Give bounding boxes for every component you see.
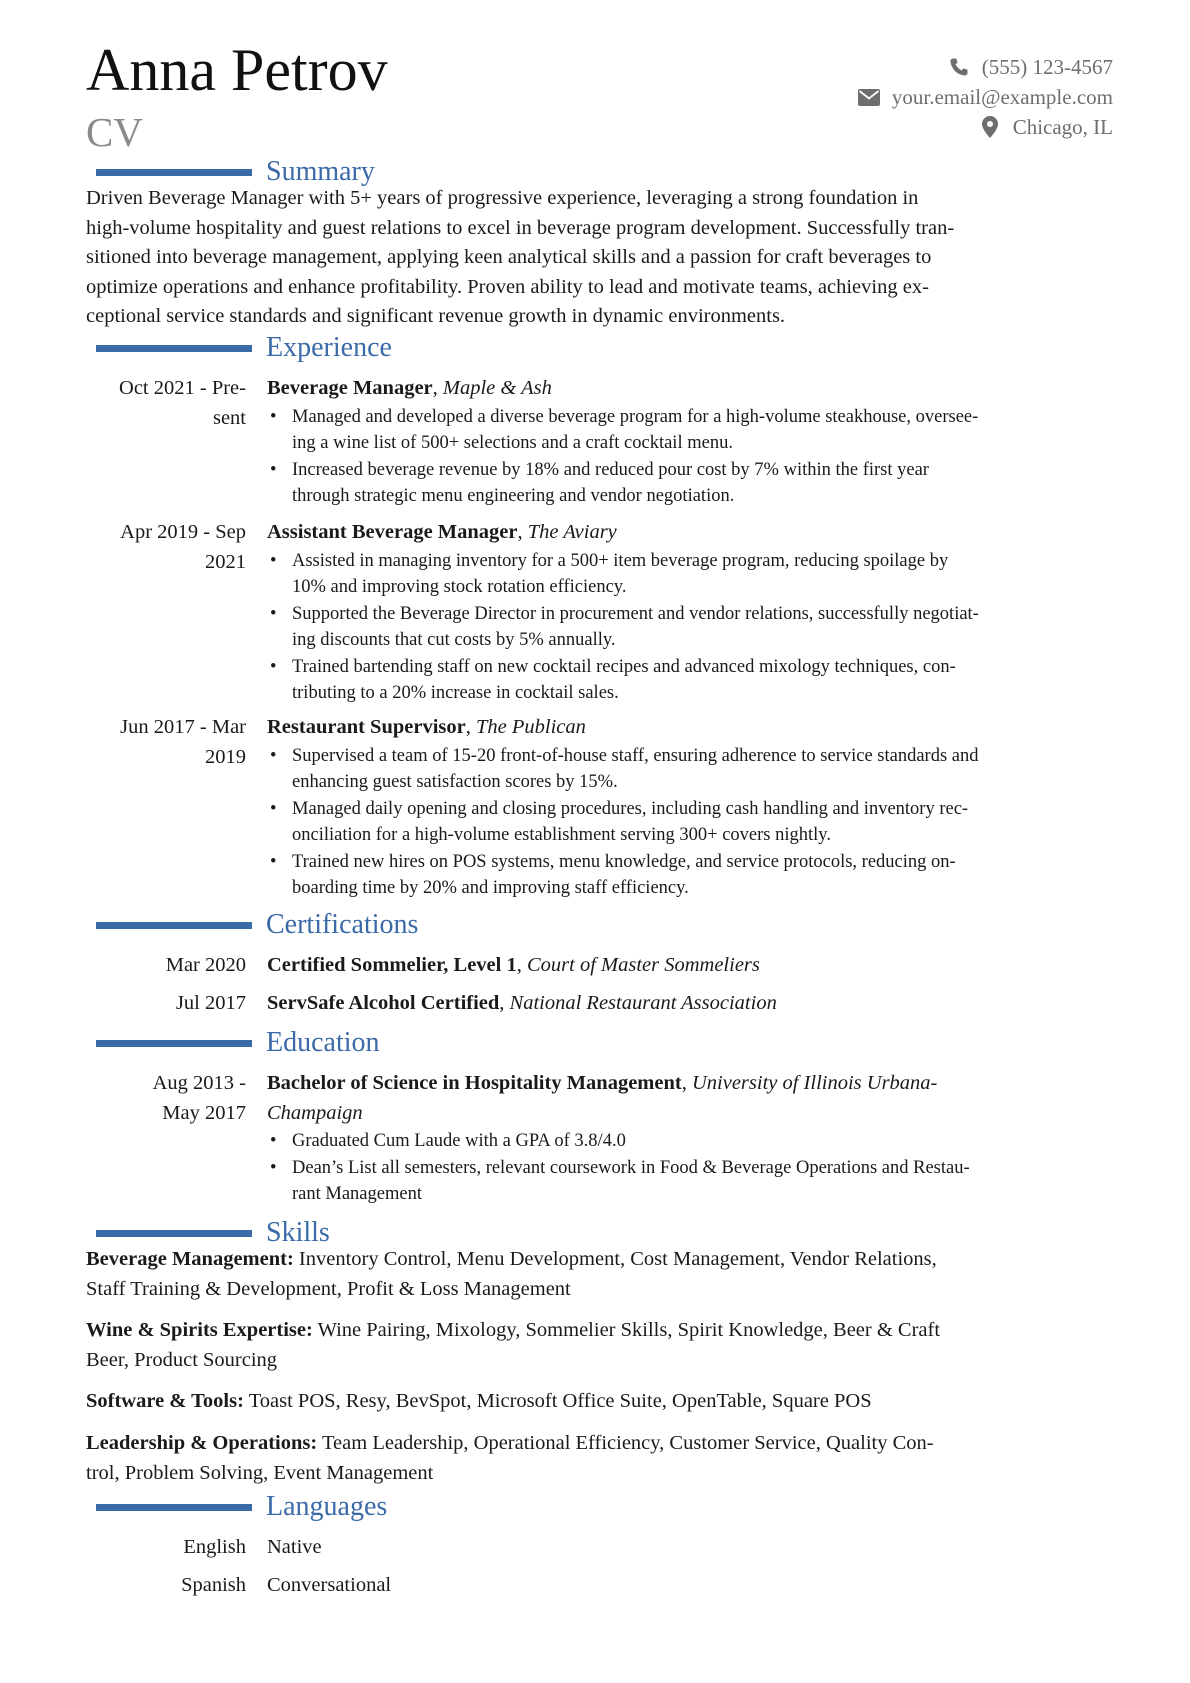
bullet-line: ing a wine list of 500+ selections and a craft cocktail menu. [292, 433, 733, 453]
bullet-item [292, 601, 1117, 654]
job-title: Restaurant Supervisor [267, 716, 466, 738]
entry-date [86, 1069, 246, 1128]
envelope-icon [856, 86, 882, 108]
date-line: Apr 2019 - Sep [120, 521, 246, 543]
section-title: Education [266, 1027, 380, 1058]
employer: The Publican [475, 716, 586, 738]
candidate-name: Anna Petrov [86, 37, 388, 103]
bullet-line: • Trained bartending staff on new cocktail recipes and advanced mixology techniques, con- [292, 656, 956, 677]
entry-body: Certified Sommelier, Level 1, Court of Master Sommeliers [267, 954, 760, 976]
bullet-list [267, 743, 1117, 902]
bullet-line: • Supported the Beverage Director in procurement and vendor relations, successfully negotiat- [292, 603, 979, 624]
entry-body [267, 374, 1117, 510]
bullet-item [292, 404, 1117, 457]
entry-date [86, 374, 246, 433]
language-name: Spanish [181, 1574, 246, 1596]
skill-items: Team Leadership, Operational Efficiency, Customer Service, Quality Con- [317, 1432, 934, 1454]
skill-line [86, 1429, 1126, 1459]
skill-items: Wine Pairing, Mixology, Sommelier Skills, Spirit Knowledge, Beer & Craft [312, 1319, 941, 1341]
date-line: 2021 [205, 550, 246, 573]
date-line: Oct 2021 - Pre- [119, 377, 246, 399]
skill-group [86, 1316, 1126, 1375]
section-rule [96, 922, 252, 929]
bullet-line: ing discounts that cut costs by 5% annually. [292, 630, 616, 650]
language-level: Native [267, 1536, 322, 1558]
document-subtitle: CV [86, 109, 143, 155]
bullet-line: onciliation for a high-volume establishment serving 300+ covers nightly. [292, 825, 831, 845]
entry-heading: Bachelor of Science in Hospitality Management, University of Illinois Urbana- [267, 1072, 938, 1094]
bullet-item [292, 743, 1117, 796]
entry-heading: Assistant Beverage Manager, The Aviary [267, 521, 617, 543]
language-name: English [183, 1536, 246, 1558]
date-line: 2019 [205, 745, 246, 768]
skill-line: Staff Training & Development, Profit & Loss Management [86, 1277, 571, 1300]
bullet-line: • Assisted in managing inventory for a 500+ item beverage program, reducing spoilage by [292, 550, 949, 571]
section-title: Skills [266, 1217, 330, 1248]
contact-email[interactable] [856, 82, 1113, 112]
skill-line: Beer, Product Sourcing [86, 1348, 278, 1371]
degree-title: Bachelor of Science in Hospitality Management [267, 1072, 682, 1094]
certification-title: ServSafe Alcohol Certified [267, 992, 500, 1014]
bullet-list [267, 548, 1117, 707]
summary-line: sitioned into beverage management, applying keen analytical skills and a passion for craft beverages to [86, 246, 932, 268]
skill-label: Beverage Management: [86, 1248, 294, 1270]
section-title: Summary [266, 156, 375, 187]
entry-heading: Beverage Manager, Maple & Ash [267, 377, 552, 399]
bullet-line: • Managed daily opening and closing procedures, including cash handling and inventory rec- [292, 798, 969, 819]
entry-date: Mar 2020 [165, 954, 246, 976]
section-title: Certifications [266, 909, 419, 940]
skill-group [86, 1387, 1126, 1417]
section-title: Languages [266, 1491, 388, 1522]
entry-body [267, 1069, 1117, 1208]
map-pin-icon [977, 116, 1003, 138]
bullet-line: tributing to a 20% increase in cocktail sales. [292, 683, 619, 703]
certifying-body: Court of Master Sommeliers [526, 954, 760, 976]
bullet-item [292, 548, 1117, 601]
job-title: Beverage Manager [267, 377, 433, 399]
section-rule [96, 1230, 252, 1237]
skill-label: Leadership & Operations: [86, 1432, 318, 1454]
entry-heading: Restaurant Supervisor, The Publican [267, 716, 586, 738]
contact-phone[interactable] [856, 52, 1113, 82]
bullet-line: • Graduated Cum Laude with a GPA of 3.8/4.0 [292, 1131, 626, 1151]
date-line: sent [212, 406, 246, 429]
bullet-line: 10% and improving stock rotation efficiency. [292, 577, 627, 597]
date-line: May 2017 [162, 1101, 246, 1124]
summary-line: optimize operations and enhance profitability. Proven ability to lead and motivate teams, achieving ex- [86, 275, 929, 298]
skill-group [86, 1429, 1126, 1488]
bullet-line: • Dean’s List all semesters, relevant coursework in Food & Beverage Operations and Restau- [292, 1157, 970, 1178]
bullet-item [292, 457, 1117, 510]
summary-line: Driven Beverage Manager with 5+ years of progressive experience, leveraging a strong foundation in [86, 187, 919, 209]
bullet-list [267, 1128, 1117, 1208]
certification-title: Certified Sommelier, Level 1 [267, 954, 517, 976]
skill-line [86, 1316, 1126, 1346]
entry-date [86, 713, 246, 772]
institution: University of Illinois Urbana- [691, 1072, 938, 1094]
entry-body: ServSafe Alcohol Certified, National Restaurant Association [267, 992, 777, 1014]
skill-group [86, 1245, 1126, 1304]
institution-continued: Champaign [267, 1101, 363, 1124]
section-rule [96, 169, 252, 176]
bullet-line: • Managed and developed a diverse beverage program for a high-volume steakhouse, oversee- [292, 406, 979, 427]
bullet-line: enhancing guest satisfaction scores by 15%. [292, 772, 618, 792]
bullet-item [292, 654, 1117, 707]
contact-location [856, 112, 1113, 142]
bullet-line: • Trained new hires on POS systems, menu knowledge, and service protocols, reducing on- [292, 851, 956, 872]
skill-items: Inventory Control, Menu Development, Cost Management, Vendor Relations, [293, 1248, 937, 1270]
contact-block [856, 52, 1113, 142]
bullet-item [292, 796, 1117, 849]
date-line: Jun 2017 - Mar [120, 716, 246, 738]
summary-line: ceptional service standards and significant revenue growth in dynamic environments. [86, 305, 786, 327]
skill-label: Wine & Spirits Expertise: [86, 1319, 313, 1341]
summary-text [86, 184, 1116, 332]
summary-line: high-volume hospitality and guest relations to excel in beverage program development. Successfully tran- [86, 216, 955, 239]
job-title: Assistant Beverage Manager [267, 521, 518, 543]
entry-body [267, 518, 1117, 707]
section-title: Experience [266, 332, 392, 363]
bullet-item [292, 1155, 1117, 1208]
location-text: Chicago, IL [1012, 115, 1113, 139]
phone-text: (555) 123-4567 [981, 55, 1113, 79]
certifying-body: National Restaurant Association [509, 992, 777, 1014]
bullet-item [292, 849, 1117, 902]
entry-date [86, 518, 246, 577]
bullet-line: through strategic menu engineering and vendor negotiation. [292, 486, 735, 506]
employer: The Aviary [527, 521, 617, 543]
bullet-line: boarding time by 20% and improving staff efficiency. [292, 878, 689, 898]
bullet-list [267, 404, 1117, 510]
skill-line: trol, Problem Solving, Event Management [86, 1461, 434, 1484]
employer: Maple & Ash [442, 377, 552, 399]
skill-label: Software & Tools: [86, 1390, 244, 1412]
bullet-line: • Increased beverage revenue by 18% and reduced pour cost by 7% within the first year [292, 459, 929, 480]
email-text: your.email@example.com [891, 85, 1113, 109]
date-line: Aug 2013 - [152, 1072, 246, 1094]
bullet-line: • Supervised a team of 15-20 front-of-house staff, ensuring adherence to service standards and [292, 745, 979, 766]
bullet-item [292, 1128, 1117, 1155]
bullet-line: rant Management [292, 1184, 422, 1204]
phone-icon [946, 56, 972, 78]
skill-line [86, 1387, 1126, 1417]
entry-body [267, 713, 1117, 902]
section-rule [96, 345, 252, 352]
language-level: Conversational [267, 1574, 392, 1596]
skill-line [86, 1245, 1126, 1275]
entry-date: Jul 2017 [175, 992, 246, 1014]
skill-items: Toast POS, Resy, BevSpot, Microsoft Office Suite, OpenTable, Square POS [243, 1390, 872, 1412]
section-rule [96, 1504, 252, 1511]
section-rule [96, 1040, 252, 1047]
